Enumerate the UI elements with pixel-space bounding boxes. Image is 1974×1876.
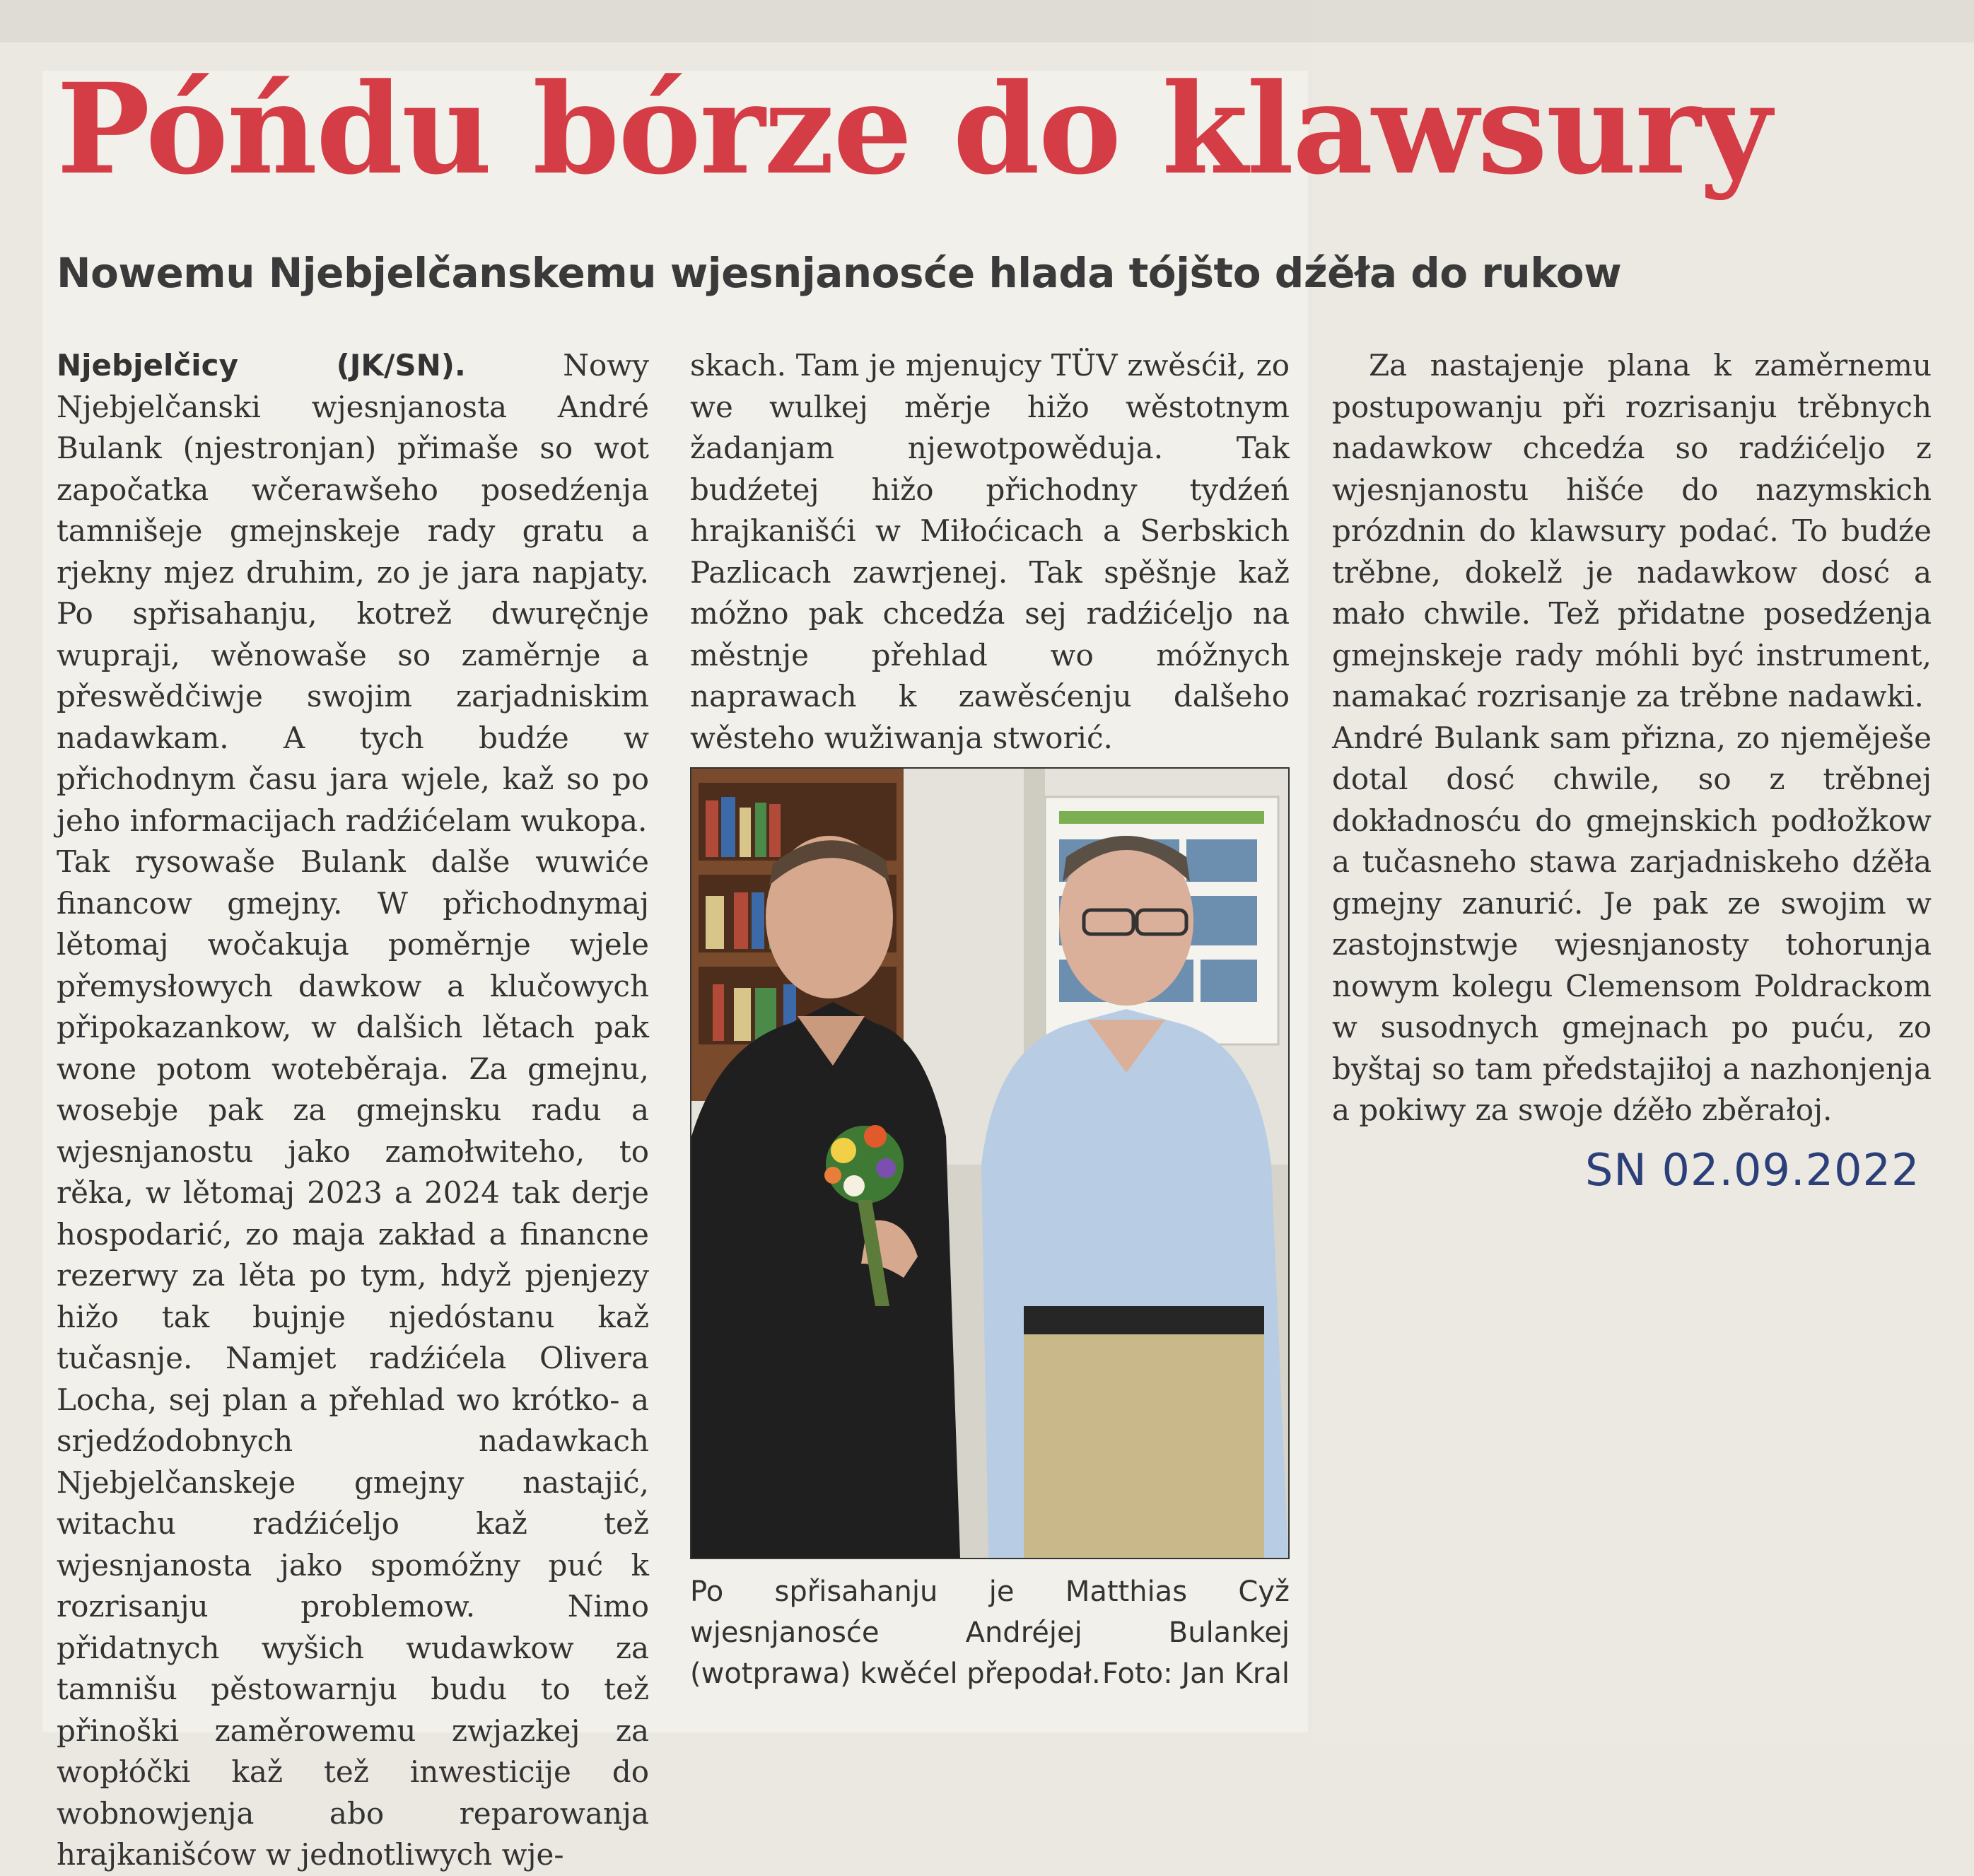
page-edge-shadow xyxy=(0,0,1974,42)
article-column-2 xyxy=(690,345,1290,759)
article-column-3 xyxy=(1332,345,1932,1131)
article-photo xyxy=(690,767,1290,1559)
subtitle: Nowemu Njebjelčanskemu wjesnjanosće hlada tójšto dźěła do rukow xyxy=(57,249,1622,297)
article-column-1 xyxy=(57,345,649,1876)
paragraph: Tak rysowaše Bulank dalše wuwiće financow gmejny. W přichodnymaj lětomaj wočakuja poměrnje wjele přemysłowych dawkow a klučowych připokazankow, w dalšich lětach pak wone potom woteběraja. Za gmejnu, wosebje pak za gmejnsku radu a wjesnjanostu jako zamołwiteho, to rěka, w lětomaj 2023 a 2024 tak derje hospodarić, zo maja zakład a financne rezerwy za lěta po tym, hdyž pjenjezy hižo tak bujnje njedóstanu kaž tučasnje. Namjet radźićela Olivera Locha, sej plan a přehlad wo krótko- a srjedźodobnych nadawkach Njebjelčanskeje gmejny nastajić, witachu radźićeljo kaž tež wjesnjanosta jako spomóžny puć k rozrisanju problemow. Nimo přidatnych wyšich wudawkow za tamnišu pěstowarnju budu to tež přinoški zaměrowemu zwjazkej za wopłóčki kaž tež inwesticije do wobnowjenja abo reparowanja hrajkanišćow w jednotliwych wje- xyxy=(57,844,649,1872)
paragraph xyxy=(57,345,649,841)
photo-illustration xyxy=(691,769,1288,1558)
dateline: Njebjelčicy (JK/SN). xyxy=(57,348,466,383)
source-stamp: SN 02.09.2022 xyxy=(1585,1144,1920,1196)
photo-credit: Foto: Jan Kral xyxy=(1102,1657,1290,1690)
headline: Póńdu bórze do klawsury xyxy=(57,56,1770,202)
paragraph: André Bulank sam přizna, zo njeměješe dotal dosć chwile, so z trěbnej dokładnosću do gmejnskich podłožkow a tučasneho stawa zarjadniskeho dźěła gmejny zanurić. Je pak ze swojim w zastojnstwje wjesnjanosty tohorunja nowym kolegu Clemensom Poldrackom w susodnych gmejnach po puću, zo byštaj so tam předstajiłoj a nazhonjenja a pokiwy za swoje dźěło zběrałoj. xyxy=(1332,720,1932,1127)
paragraph: Za nastajenje plana k zaměrnemu postupowanju při rozrisanju trěbnych nadawkow chcedźa so radźićeljo z wjesnjanostu hišće do nazymskich prózdnin do klawsury podać. To budźe trěbne, dokelž je nadawkow dosć a mało chwile. Tež přidatne posedźenja gmejnskeje rady móhli być instrument, namakać rozrisanje za trěbne nadawki. xyxy=(1332,348,1932,713)
photo-caption xyxy=(690,1571,1290,1694)
paragraph: skach. Tam je mjenujcy TÜV zwěsćił, zo we wulkej měrje hižo wěstotnym žadanjam njewotpowěduja. Tak budźetej hižo přichodny tydźeń hrajkanišći w Miłoćicach a Serbskich Pazlicach zawrjenej. Tak spěšnje kaž móžno pak chcedźa sej radźićeljo na městnje přehlad wo móžnych naprawach k zawěsćenju dalšeho wěsteho wužiwanja stworić. xyxy=(690,348,1290,755)
caption-text: Po spřisahanju je Matthias Cyž wjesnjanosće Andréjej Bulankej (wotprawa) kwěćel přepodał. xyxy=(690,1575,1290,1690)
paragraph-text: Nowy Njebjelčanski wjesnjanosta André Bulank (njestronjan) přimaše so wot započatka wčerawšeho posedźenja tamnišeje gmejnskeje rady gratu a rjekny mjez druhim, zo je jara napjaty. Po spřisahanju, kotrež dwuręčnje wupraji, wěnowaše so zaměrnje a přeswědčiwje swojim zarjadniskim nadawkam. A tych budźe w přichodnym času jara wjele, kaž so po jeho informacijach radźićelam wukopa. xyxy=(57,348,649,838)
